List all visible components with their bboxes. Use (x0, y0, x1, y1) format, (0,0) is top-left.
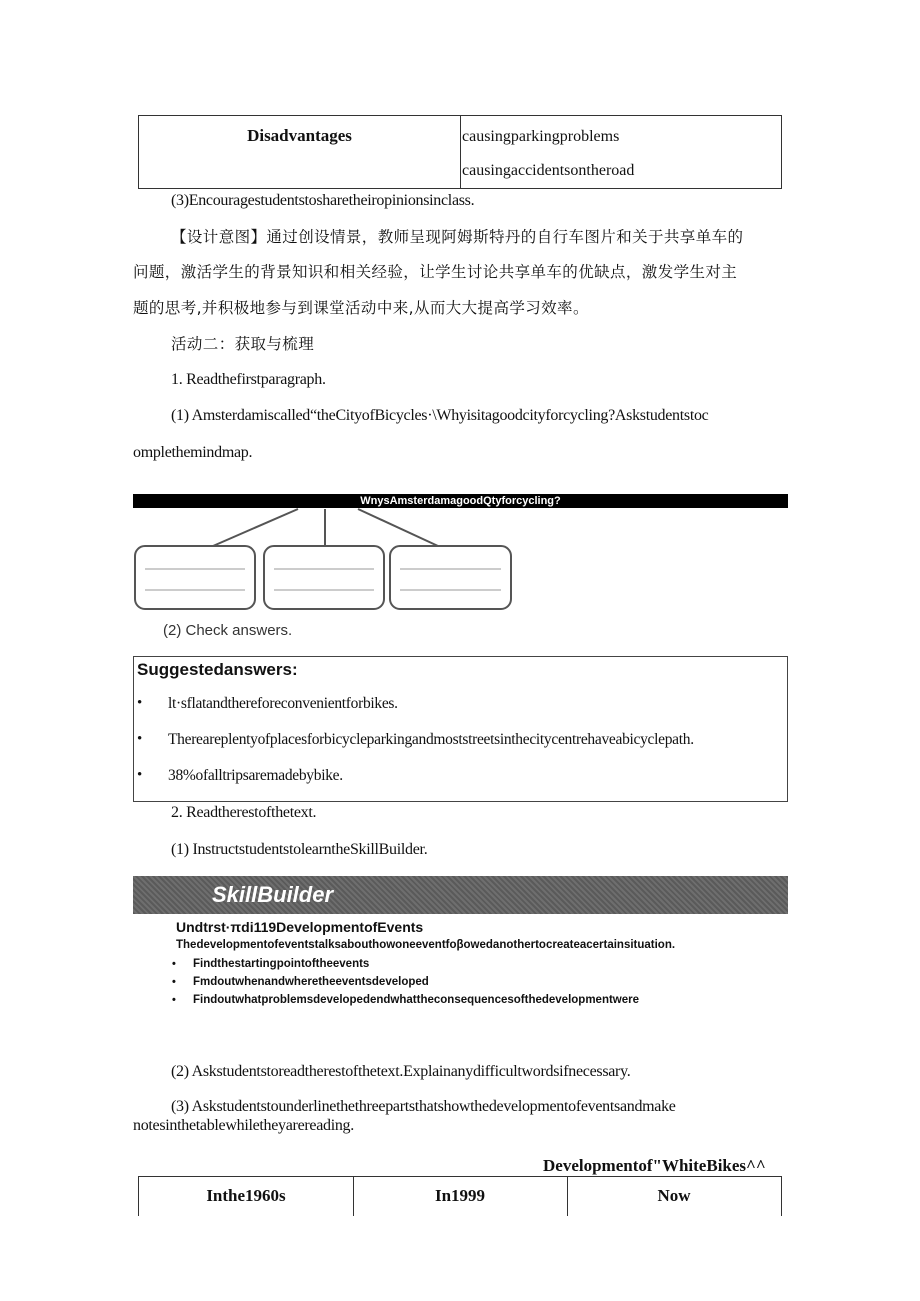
check-answers-label: (2) Check answers. (163, 622, 293, 639)
step-3-text: (3)Encouragestudentstosharetheiropinionsinclass. (171, 192, 475, 209)
skill-builder-item: Fmdoutwhenandwheretheeventsdeveloped (193, 976, 429, 988)
bullet-icon: • (137, 695, 143, 711)
table-divider (460, 116, 461, 188)
design-intent-line-2: 问题，激活学生的背景知识和相关经验，让学生讨论共享单车的优缺点，激发学生对主 (133, 263, 738, 281)
mindmap-box (264, 546, 384, 609)
table-cell: causingparkingproblems (462, 128, 620, 145)
skill-builder-item: Findoutwhatproblemsdevelopedendwhattheconsequencesofthedevelopmentwere (193, 994, 640, 1006)
mindmap-diagram (133, 508, 523, 612)
bullet-icon: • (172, 976, 176, 988)
table-header-1999: In1999 (434, 1186, 486, 1205)
read-rest-of-text: 2. Readtherestofthetext. (171, 804, 317, 821)
disadvantages-table (138, 115, 782, 189)
mindmap-title-bar: WnysAmsterdamagoodQtyforcycling? (133, 494, 788, 508)
step-2-ask: (2) Askstudentstoreadtherestofthetext.Explainanydifficultwordsifnecessary. (171, 1063, 631, 1080)
bullet-icon: • (137, 731, 143, 747)
table-header-now: Now (657, 1186, 691, 1205)
step-3-ask-line-2: notesinthetablewhiletheyarereading. (133, 1117, 354, 1134)
skill-builder-subtitle: Undtrst·πdi119DevelopmentofEvents (176, 919, 424, 935)
table-header-1960s: Inthe1960s (206, 1186, 286, 1205)
white-bikes-table (138, 1176, 782, 1216)
design-intent-line-3: 题的思考,并积极地参与到课堂活动中来,从而大大提高学习效率。 (133, 299, 589, 317)
answer-item: 38%ofalltripsaremadebybike. (168, 767, 343, 784)
instruct-skill-builder: (1) InstructstudentstolearntheSkillBuilder. (171, 841, 428, 858)
design-intent-line-1: 【设计意图】通过创设情景，教师呈现阿姆斯特丹的自行车图片和关于共享单车的 (171, 228, 744, 246)
question-1-line-1: (1) Amsterdamiscalled“theCityofBicycles·\Whyisitagoodcityforcycling?Askstudentstoc (171, 407, 709, 424)
read-first-paragraph: 1. Readthefirstparagraph. (171, 371, 326, 388)
mindmap-connector (213, 509, 298, 546)
bullet-icon: • (137, 767, 143, 783)
mindmap-box (390, 546, 511, 609)
answer-item: Thereareplentyofplacesforbicycleparkingandmoststreetsinthecitycentrehaveabicyclepath. (168, 731, 694, 748)
suggested-answers-title: Suggestedanswers: (137, 660, 298, 679)
mindmap-connector (358, 509, 438, 546)
skill-builder-item: Findthestartingpointoftheevents (193, 958, 370, 970)
white-bikes-table-caption: Developmentof"WhiteBikes^^ (543, 1156, 766, 1175)
skill-builder-title: SkillBuilder (212, 882, 334, 907)
mindmap-box (135, 546, 255, 609)
bullet-icon: • (172, 994, 176, 1006)
bullet-icon: • (172, 958, 176, 970)
table-header-disadvantages: Disadvantages (247, 126, 352, 145)
answer-item: lt·sflatandthereforeconvenientforbikes. (168, 695, 398, 712)
table-cell: causingaccidentsontheroad (462, 162, 635, 179)
step-3-ask-line-1: (3) Askstudentstounderlinethethreepartsthatshowthedevelopmentofeventsandmake (171, 1098, 676, 1115)
skill-builder-description: Thedevelopmentofeventstalksabouthowoneeventfoβowedanothertocreateacertainsituation. (176, 939, 676, 951)
question-1-line-2: omplethemindmap. (133, 444, 253, 461)
activity-2-title: 活动二：获取与梳理 (171, 335, 315, 353)
